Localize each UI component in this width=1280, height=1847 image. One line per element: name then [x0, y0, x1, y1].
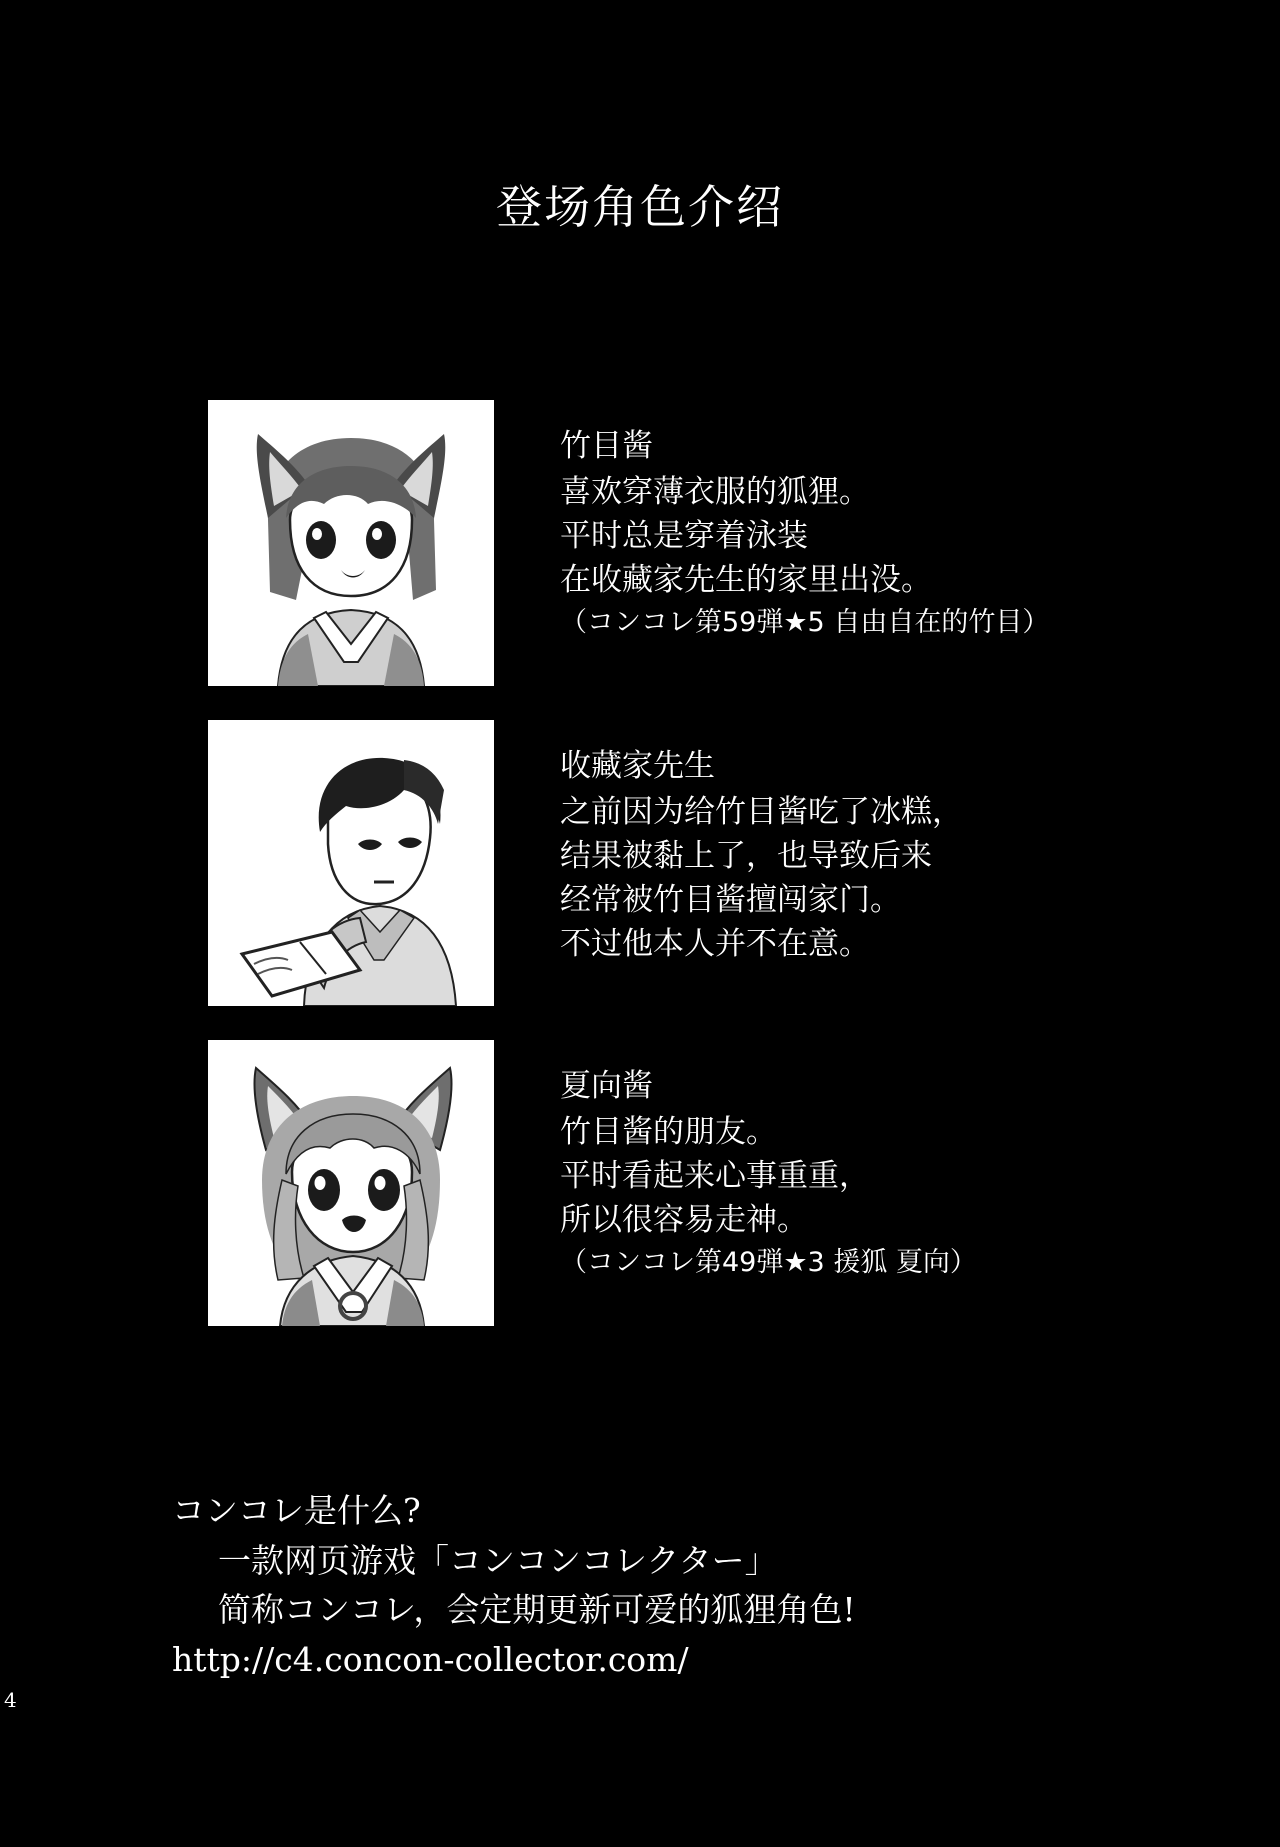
- footer-note: [172, 1486, 856, 1684]
- character-description: [560, 720, 963, 966]
- character-description: [560, 1040, 977, 1282]
- character-list: [0, 400, 1280, 1360]
- fox-girl-natsuhi-portrait: [208, 1040, 494, 1326]
- character-entry: [0, 1040, 1280, 1326]
- footer-question: コンコレ是什么?: [172, 1491, 421, 1530]
- collector-man-portrait: [208, 720, 494, 1006]
- character-line: 结果被黏上了，也导致后来: [560, 838, 932, 875]
- character-line: 经常被竹目酱擅闯家门。: [560, 882, 901, 919]
- page-number: 4: [4, 1688, 17, 1712]
- character-line: 在收藏家先生的家里出没。: [560, 562, 932, 599]
- page-title: 登场角色介绍: [496, 179, 784, 234]
- character-name: 竹目酱: [560, 428, 653, 464]
- fox-girl-takeme-portrait: [208, 400, 494, 686]
- character-source-note: （コンコレ第59弾★5 自由自在的竹目）: [560, 607, 1050, 639]
- character-name: 夏向酱: [560, 1068, 653, 1104]
- character-entry: [0, 720, 1280, 1006]
- character-entry: [0, 400, 1280, 686]
- footer-description-2: 简称コンコレ，会定期更新可爱的狐狸角色!: [218, 1590, 856, 1629]
- character-line: 所以很容易走神。: [560, 1202, 808, 1239]
- character-line: 不过他本人并不在意。: [560, 926, 870, 963]
- character-line: 之前因为给竹目酱吃了冰糕，: [560, 794, 963, 831]
- footer-description-1: 一款网页游戏「コンコンコレクター」: [218, 1540, 778, 1580]
- character-line: 喜欢穿薄衣服的狐狸。: [560, 474, 870, 511]
- character-line: 平时看起来心事重重，: [560, 1158, 870, 1195]
- footer-url[interactable]: http://c4.concon-collector.com/: [172, 1639, 689, 1679]
- character-source-note: （コンコレ第49弾★3 援狐 夏向）: [560, 1247, 977, 1279]
- character-line: 平时总是穿着泳装: [560, 518, 808, 555]
- character-line: 竹目酱的朋友。: [560, 1114, 777, 1151]
- character-description: [560, 400, 1049, 642]
- character-name: 收藏家先生: [560, 748, 715, 784]
